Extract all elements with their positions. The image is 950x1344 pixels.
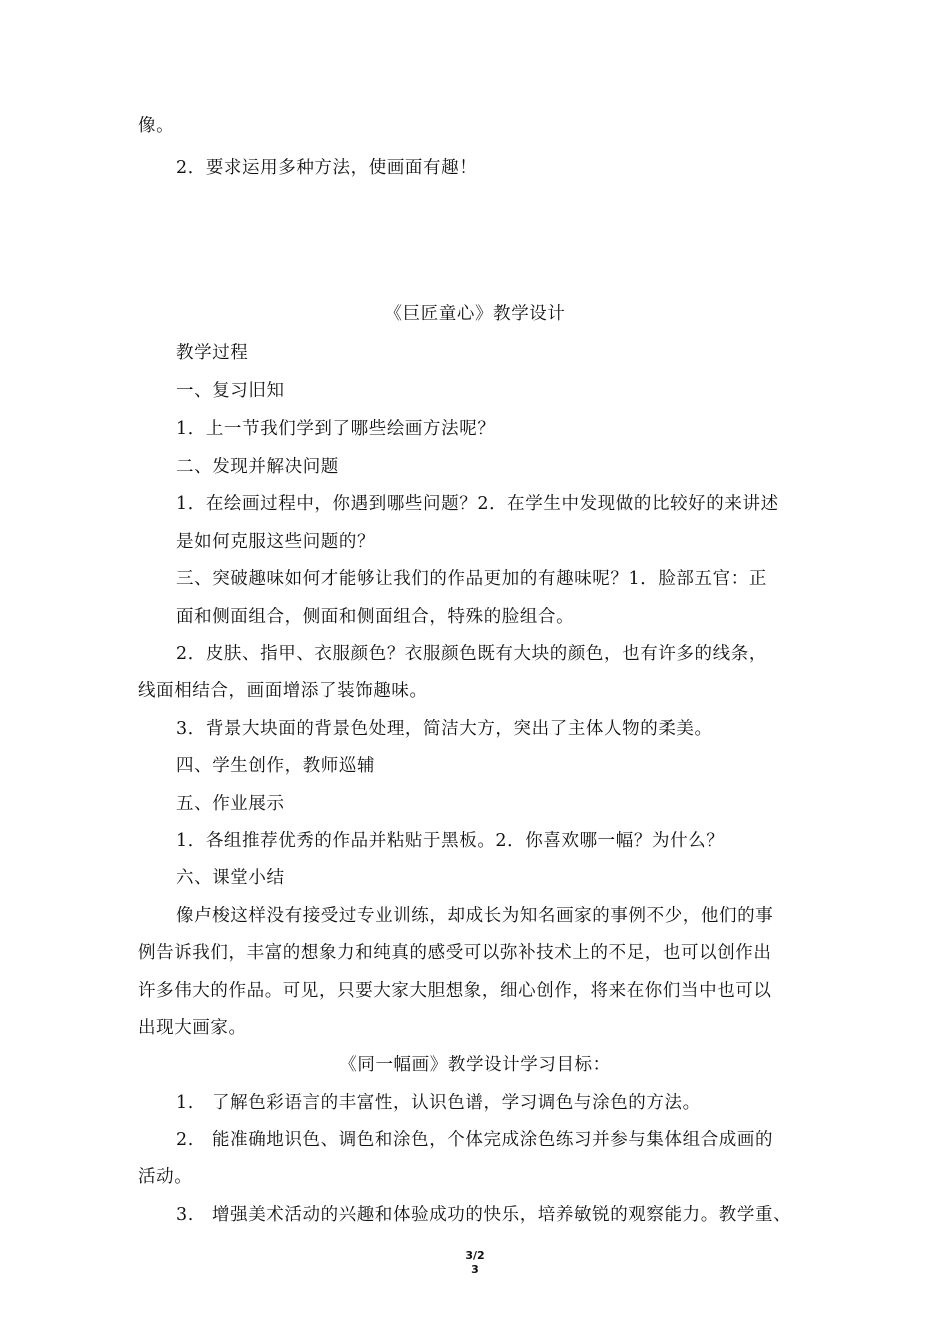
text-line: 活动。 xyxy=(138,1167,193,1187)
text-line: 2. 能准确地识色、调色和涂色，个体完成涂色练习并参与集体组合成画的 xyxy=(176,1130,774,1150)
text-line: 1. 了解色彩语言的丰富性，认识色谱，学习调色与涂色的方法。 xyxy=(176,1093,701,1113)
text-line: 例告诉我们，丰富的想象力和纯真的感受可以弥补技术上的不足，也可以创作出 xyxy=(138,943,772,963)
section-title: 《同一幅画》教学设计学习目标： xyxy=(339,1055,611,1075)
text-line: 1．在绘画过程中，你遇到哪些问题？2．在学生中发现做的比较好的来讲述 xyxy=(176,494,779,514)
text-line: 1．各组推荐优秀的作品并粘贴于黑板。2．你喜欢哪一幅？为什么？ xyxy=(176,831,725,851)
heading-line: 四、学生创作，教师巡辅 xyxy=(176,756,376,776)
text-line: 出现大画家。 xyxy=(138,1018,247,1038)
text-line: 许多伟大的作品。可见，只要大家大胆想象，细心创作，将来在你们当中也可以 xyxy=(138,981,772,1001)
text-line: 是如何克服这些问题的？ xyxy=(176,532,376,552)
text-line: 3. 增强美术活动的兴趣和体验成功的快乐，培养敏锐的观察能力。教学重、 xyxy=(176,1205,792,1225)
text-line: 面和侧面组合，侧面和侧面组合，特殊的脸组合。 xyxy=(176,607,575,627)
text-line: 2．要求运用多种方法，使画面有趣！ xyxy=(176,158,478,178)
text-line: 1．上一节我们学到了哪些绘画方法呢？ xyxy=(176,419,496,439)
text-line: 教学过程 xyxy=(176,343,249,363)
heading-line: 二、发现并解决问题 xyxy=(176,457,339,477)
heading-line: 一、复习旧知 xyxy=(176,381,285,401)
heading-line: 六、课堂小结 xyxy=(176,868,285,888)
page-number-suffix: 3 xyxy=(471,1263,479,1276)
page-number: 3/2 xyxy=(465,1249,485,1262)
text-line: 3．背景大块面的背景色处理，简洁大方，突出了主体人物的柔美。 xyxy=(176,719,713,739)
section-title: 《巨匠童心》教学设计 xyxy=(384,304,566,324)
heading-line: 三、突破趣味如何才能够让我们的作品更加的有趣味呢？1．脸部五官：正 xyxy=(176,569,767,589)
text-line: 2．皮肤、指甲、衣服颜色？衣服颜色既有大块的颜色，也有许多的线条， xyxy=(176,644,767,664)
heading-line: 五、作业展示 xyxy=(176,794,285,814)
text-line: 像。 xyxy=(138,116,175,136)
text-line: 像卢梭这样没有接受过专业训练，却成长为知名画家的事例不少，他们的事 xyxy=(176,906,774,926)
text-line: 线面相结合，画面增添了装饰趣味。 xyxy=(138,681,428,701)
